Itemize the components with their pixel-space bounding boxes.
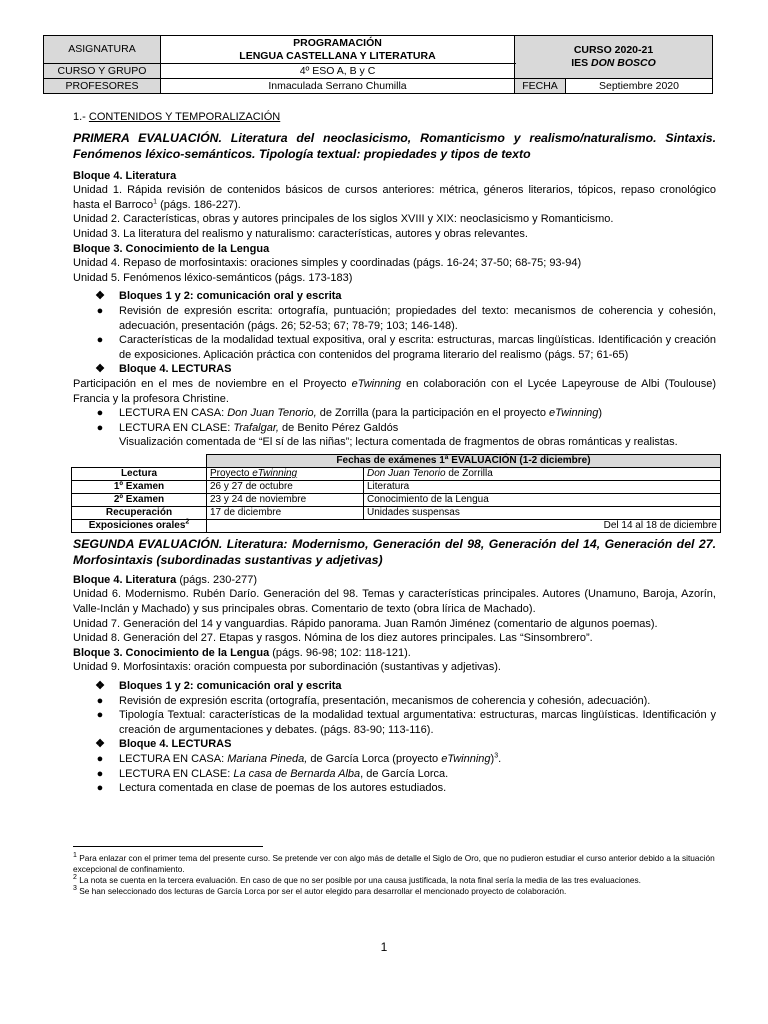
eval1-bloque4: Bloque 4. Literatura <box>73 169 177 182</box>
eval1-unit3: Unidad 3. La literatura del realismo y naturalismo: características, autores y obras relevantes. <box>73 227 528 240</box>
program-title <box>161 36 515 64</box>
page-number: 1 <box>380 940 388 954</box>
list-item: ❖ Bloque 4. LECTURAS <box>73 362 716 377</box>
ies-label: IES DON BOSCO <box>571 57 656 69</box>
bullet-icon: ● <box>96 767 104 780</box>
eval1-unit2: Unidad 2. Características, obras y autores principales de los siglos XVIII y XIX: neoclasicismo y Romanticismo. <box>73 213 614 226</box>
table-row: 2º Examen 23 y 24 de noviembre Conocimiento de la Lengua <box>72 493 721 506</box>
eval1-bloque3: Bloque 3. Conocimiento de la Lengua <box>73 242 270 255</box>
list-item: ● LECTURA EN CASA: Don Juan Tenorio, de Zorrilla (para la participación en el proyecto eTwinning) <box>73 406 716 421</box>
eval1-bloques-list <box>73 289 716 377</box>
bullet-icon: ● <box>96 407 104 420</box>
eval1-lecturas-list <box>73 406 716 435</box>
eval2-unit8: Unidad 8. Generación del 27. Etapas y rasgos. Nómina de los diez autores principales. Las “Sinsombrero”. <box>73 632 593 645</box>
list-item: ● Lectura comentada en clase de poemas de los autores estudiados. <box>73 781 716 796</box>
eval2-bloque4: Bloque 4. Literatura (págs. 230-277) <box>73 573 258 586</box>
list-item: ❖ Bloques 1 y 2: comunicación oral y escrita <box>73 679 716 694</box>
bullet-icon: ● <box>96 334 104 347</box>
footnotes <box>73 846 718 897</box>
list-item: ❖ Bloques 1 y 2: comunicación oral y escrita <box>73 289 716 304</box>
eval1-unit1: Unidad 1. Rápida revisión de contenidos básicos de cursos anteriores: métrica, géneros literarios, tópicos, repaso cronológico hasta el Barroco$^1$ (págs. 186-227). <box>73 184 716 211</box>
programacion-label: PROGRAMACIÓN <box>293 36 382 49</box>
grupo-value: 4º ESO A, B y C <box>161 64 515 79</box>
table-row: Exposiciones orales$^2$ Del 14 al 18 de diciembre <box>72 519 721 532</box>
bullet-icon: ● <box>96 304 104 317</box>
list-item: ● Tipología Textual: características de la modalidad textual argumentativa: estructuras, marcas lingüísticas. Identificación y creación de argumentaciones y debates. (págs. 83-90; 113-116). <box>73 708 716 737</box>
list-item: ● LECTURA EN CLASE: La casa de Bernarda Alba, de García Lorca. <box>73 767 716 782</box>
course-box <box>515 36 713 79</box>
footnote-3: $^3$ Se han seleccionado dos lecturas de García Lorca por ser el autor elegido para desarrollar el mencionado proyecto de colaboración. <box>73 885 567 896</box>
list-item: ● Características de la modalidad textual expositiva, oral y escrita: estructuras, marcas lingüísticas. Identificación y creación de exposiciones. Aplicación práctica con contenidos del programa literario del realismo (págs. 57; 61-65) <box>73 333 716 362</box>
diamond-bullet-icon: ❖ <box>95 738 105 751</box>
materia-label: LENGUA CASTELLANA Y LITERATURA <box>239 49 436 62</box>
footnote-2: $^2$ La nota se cuenta en la tercera evaluación. En caso de que no ser posible por una causa justificada, la nota final sería la media de las tres evaluaciones. <box>73 874 641 885</box>
diamond-bullet-icon: ❖ <box>95 290 105 303</box>
footnote-rule <box>73 846 263 847</box>
eval2-unit6: Unidad 6. Modernismo. Rubén Darío. Generación del 98. Temas y características principales. Autores (Unamuno, Baroja, Azorín, Valle-Inclán y Machado) y sus principales obras. Comentario de texto (obra lírica de Machado). <box>73 588 716 616</box>
list-item: ● Revisión de expresión escrita: ortografía, puntuación; propiedades del texto: mecanismos de coherencia y cohesión, adecuación, presentación (págs. 26; 52-53; 67; 78-79; 103; 146-148). <box>73 304 716 333</box>
eval2-list <box>73 679 716 796</box>
eval1-title: PRIMERA EVALUACIÓN. Literatura del neoclasicismo, Romanticismo y realismo/naturalismo. Sintaxis. Fenómenos léxico-semánticos. Tipología textual: propiedades y tipos de texto <box>73 130 716 162</box>
table-row: Recuperación 17 de diciembre Unidades suspensas <box>72 506 721 519</box>
bullet-icon: ● <box>96 709 104 722</box>
profesores-label: PROFESORES <box>44 79 161 94</box>
list-item: ● LECTURA EN CLASE: Trafalgar, de Benito Pérez Galdós <box>73 421 716 436</box>
eval1-participacion: Participación en el mes de noviembre en el Proyecto eTwinning en colaboración con el Lycée Lapeyrouse de Albi (Toulouse) Francia y la profesora Christine. <box>73 377 716 405</box>
exams-corner <box>72 454 207 467</box>
eval1-unit4: Unidad 4. Repaso de morfosintaxis: oraciones simples y coordinadas (págs. 16-24; 37-50; 68-75; 93-94) <box>73 257 582 270</box>
section-heading: 1.- CONTENIDOS Y TEMPORALIZACIÓN <box>73 111 281 123</box>
profesor-value: Inmaculada Serrano Chumilla <box>161 79 515 94</box>
bullet-icon: ● <box>96 421 104 434</box>
diamond-bullet-icon: ❖ <box>95 680 105 693</box>
table-row: 1º Examen 26 y 27 de octubre Literatura <box>72 480 721 493</box>
fecha-label: FECHA <box>515 79 566 94</box>
fecha-value: Septiembre 2020 <box>566 79 713 94</box>
bullet-icon: ● <box>96 753 104 765</box>
bullet-icon: ● <box>96 782 104 795</box>
eval2-title: SEGUNDA EVALUACIÓN. Literatura: Modernismo, Generación del 98, Generación del 14, Generación del 27. Morfosintaxis (subordinadas sustantivas y adjetivas) <box>73 536 716 568</box>
eval1-unit5: Unidad 5. Fenómenos léxico-semánticos (págs. 173-183) <box>73 271 353 284</box>
list-item: ● Revisión de expresión escrita (ortografía, presentación, mecanismos de coherencia y cohesión, adecuación). <box>73 694 716 709</box>
footnote-1: $^1$ Para enlazar con el primer tema del presente curso. Se pretende ver con algo más de detalle el Siglo de Oro, que no pudieron estudiar el curso anterior debido a la situación excepcional de confinamiento. <box>73 852 715 874</box>
bullet-icon: ● <box>96 694 104 707</box>
eval2-bloque3: Bloque 3. Conocimiento de la Lengua (págs. 96-98; 102: 118-121). <box>73 646 411 659</box>
curso-label: CURSO 2020-21 <box>573 44 654 56</box>
content <box>73 110 716 796</box>
asignatura-label: ASIGNATURA <box>44 36 161 64</box>
eval2-unit7: Unidad 7. Generación del 14 y vanguardias. Rápido panorama. Juan Ramón Jiménez (comentario de algunos poemas). <box>73 617 658 630</box>
list-item: ● LECTURA EN CASA: Mariana Pineda, de García Lorca (proyecto eTwinning)$^3$. <box>73 752 716 767</box>
diamond-bullet-icon: ❖ <box>95 363 105 376</box>
table-row: Lectura Proyecto eTwinning Don Juan Tenorio de Zorrilla <box>72 467 721 480</box>
header-table <box>43 35 713 94</box>
eval1-visualizacion: Visualización comentada de “El sí de las niñas”; lectura comentada de fragmentos de obras románticas y realistas. <box>119 436 678 449</box>
exams-table <box>71 454 721 533</box>
eval2-unit9: Unidad 9. Morfosintaxis: oración compuesta por subordinación (sustantivas y adjetivas). <box>73 661 501 674</box>
list-item: ❖ Bloque 4. LECTURAS <box>73 737 716 752</box>
exams-header: Fechas de exámenes 1ª EVALUACIÓN (1-2 diciembre) <box>207 454 721 467</box>
curso-grupo-label: CURSO Y GRUPO <box>44 64 161 79</box>
